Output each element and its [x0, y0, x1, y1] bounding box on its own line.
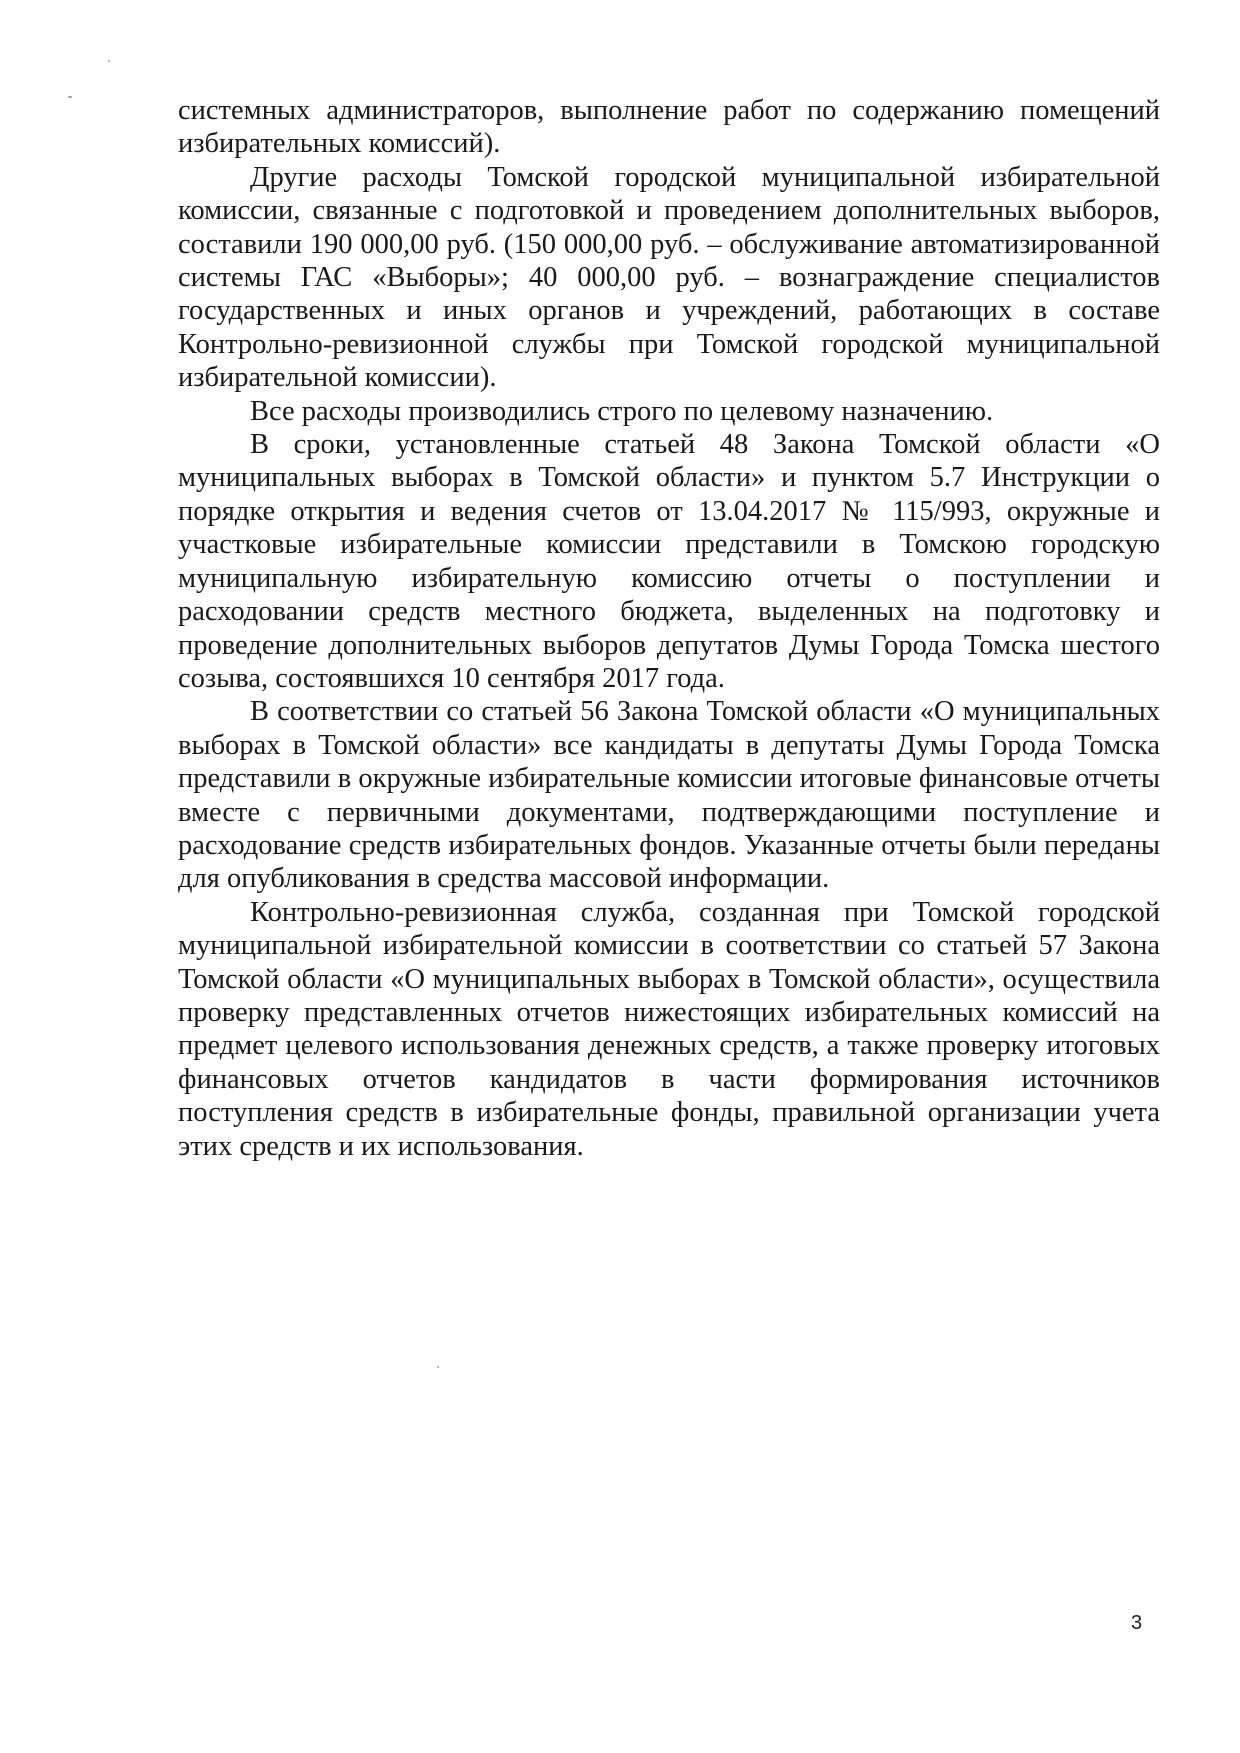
paragraph-4: В сроки, установленные статьей 48 Закона Томской области «О муниципальных выборах в Томской области» и пунктом 5.7 Инструкции о порядке открытия и ведения счетов от 13.04.2017 № 115/993, окружные и участковые избирательные комиссии представили в Томскою городскую муниципальную избирательную комиссию отчеты о поступлении и расходовании средств местного бюджета, выделенных на подготовку и проведение дополнительных выборов депутатов Думы Города Томска шестого созыва, состоявшихся 10 сентября 2017 года. — [178, 429, 1160, 694]
scan-speck — [437, 1366, 439, 1368]
paragraph-6: Контрольно-ревизионная служба, созданная при Томской городской муниципальной избирательной комиссии в соответствии со статьей 57 Закона Томской области «О муниципальных выборах в Томской области», осуществила проверку представленных отчетов нижестоящих избирательных комиссий на предмет целевого использования денежных средств, а также проверку итоговых финансовых отчетов кандидатов в части формирования источников поступления средств в избирательные фонды, правильной организации учета этих средств и их использования. — [178, 896, 1160, 1162]
paragraph-3: Все расходы производились строго по целевому назначению. — [250, 395, 994, 427]
page-number: 3 — [1131, 1612, 1143, 1634]
document-body — [178, 94, 1160, 1163]
paragraph-1: системных администраторов, выполнение работ по содержанию помещений избирательных комиссий). — [178, 95, 1160, 160]
paragraph-5: В соответствии со статьей 56 Закона Томской области «О муниципальных выборах в Томской области» все кандидаты в депутаты Думы Города Томска представили в окружные избирательные комиссии итоговые финансовые отчеты вместе с первичными документами, подтверждающими поступление и расходование средств избирательных фондов. Указанные отчеты были переданы для опубликования в средства массовой информации. — [178, 696, 1160, 895]
scan-speck — [68, 96, 72, 98]
paragraph-2: Другие расходы Томской городской муниципальной избирательной комиссии, связанные с подготовкой и проведением дополнительных выборов, составили 190 000,00 руб. (150 000,00 руб. – обслуживание автоматизированной системы ГАС «Выборы»; 40 000,00 руб. – вознаграждение специалистов государственных и иных органов и учреждений, работающих в составе Контрольно-ревизионной службы при Томской городской муниципальной избирательной комиссии). — [178, 161, 1160, 394]
scan-speck — [108, 60, 110, 62]
